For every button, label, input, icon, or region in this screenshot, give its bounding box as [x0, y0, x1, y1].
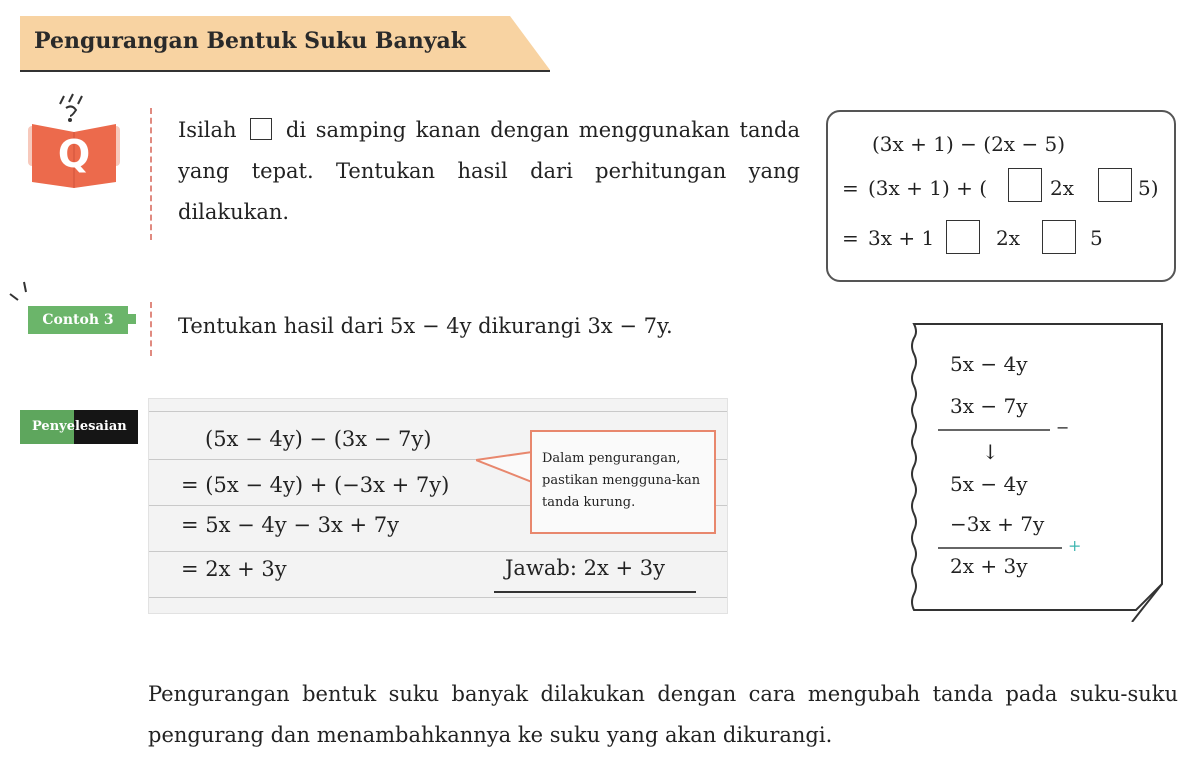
- exercise-line-1: (3x + 1) − (2x − 5): [872, 132, 1066, 156]
- exercise-line-3-c: 5: [1090, 226, 1103, 250]
- vertical-minus-sign: −: [1056, 418, 1070, 437]
- solution-step-1: (5x − 4y) − (3x − 7y): [205, 427, 432, 451]
- answer-underline: [494, 591, 696, 593]
- sign-input-box[interactable]: [946, 220, 980, 254]
- sign-input-box[interactable]: [1098, 168, 1132, 202]
- rule-line: [149, 411, 727, 412]
- vertical-plus-sign: +: [1068, 536, 1082, 555]
- page-title: Pengurangan Bentuk Suku Banyak: [34, 28, 467, 54]
- sign-input-box[interactable]: [1042, 220, 1076, 254]
- example-text: Tentukan hasil dari 5x − 4y dikurangi 3x − 7y.: [178, 314, 673, 338]
- question-text-part2: di samping kanan dengan menggunakan tanda yang tepat. Tentukan hasil dari perhitungan yang dilakukan.: [178, 118, 800, 224]
- q-letter: Q: [57, 132, 91, 176]
- example-divider: [150, 302, 152, 356]
- example-label: Contoh 3: [28, 306, 128, 334]
- exercise-line-3-a: 3x + 1: [868, 226, 935, 250]
- title-banner: [20, 16, 550, 72]
- vertical-calculation-panel: [910, 322, 1165, 622]
- vertical-top-subtrahend: 3x − 7y: [950, 394, 1028, 418]
- solution-label: Penyelesaian: [32, 419, 127, 434]
- hint-callout: [530, 430, 716, 534]
- callout-pointer: [476, 448, 536, 488]
- exercise-line-3-b: 2x: [996, 226, 1021, 250]
- vertical-bottom-second: −3x + 7y: [950, 512, 1045, 536]
- vertical-bottom-first: 5x − 4y: [950, 472, 1028, 496]
- example-label-tab: [128, 314, 136, 324]
- accent-marks-icon: [8, 278, 38, 308]
- solution-step-4: = 2x + 3y: [181, 557, 287, 581]
- question-icon: [28, 92, 120, 188]
- solution-step-3: = 5x − 4y − 3x + 7y: [181, 513, 399, 537]
- answer-text: Jawab: 2x + 3y: [505, 556, 666, 580]
- vertical-top-minuend: 5x − 4y: [950, 352, 1028, 376]
- question-text: [178, 110, 800, 233]
- q-divider: [150, 108, 152, 240]
- answer-box-icon: [250, 118, 272, 140]
- exercise-line-2-b: 2x: [1050, 176, 1075, 200]
- exercise-line-2-c: 5): [1138, 176, 1159, 200]
- rule-line: [149, 551, 727, 552]
- solution-step-2: = (5x − 4y) + (−3x + 7y): [181, 473, 450, 497]
- summary-paragraph: Pengurangan bentuk suku banyak dilakukan dengan cara mengubah tanda pada suku-suku pengurang dan menambahkannya ke suku yang akan dikurangi.: [148, 682, 1178, 747]
- exercise-line-3-eq: =: [842, 226, 859, 250]
- sign-input-box[interactable]: [1008, 168, 1042, 202]
- rule-line: [149, 597, 727, 598]
- vertical-panel-frame: [910, 322, 1165, 622]
- question-text-part1: Isilah: [178, 118, 237, 142]
- vertical-result: 2x + 3y: [950, 554, 1028, 578]
- exercise-line-2-eq: =: [842, 176, 859, 200]
- exercise-line-2-a: (3x + 1) + (: [868, 176, 988, 200]
- exercise-box: [826, 110, 1176, 282]
- down-arrow-icon: ↓: [982, 440, 999, 464]
- hint-callout-text: Dalam pengurangan, pastikan mengguna-kan tanda kurung.: [542, 451, 701, 510]
